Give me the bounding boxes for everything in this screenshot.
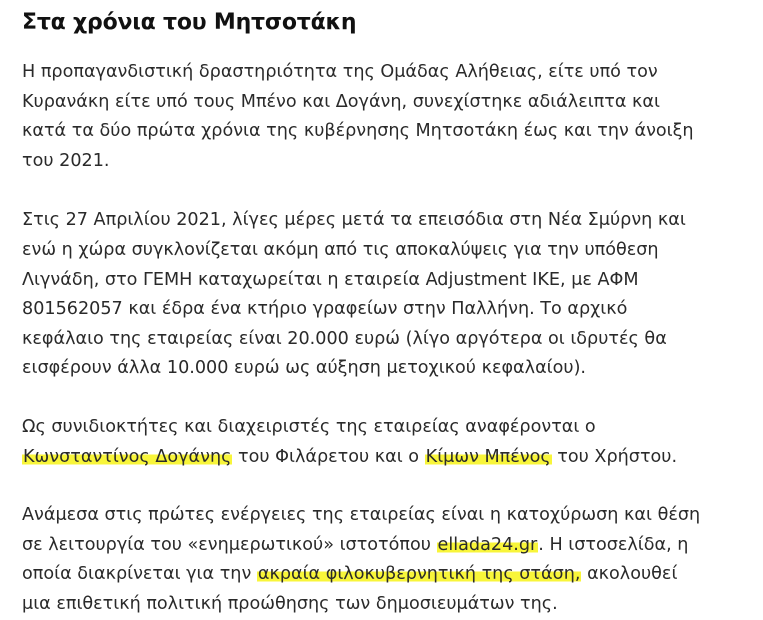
paragraph-4-line: [22, 531, 723, 561]
paragraph-4-line: μια επιθετική πολιτική προώθησης των δημοσιευμάτων της.: [22, 593, 558, 614]
paragraph-1-line: Κυρανάκη είτε υπό τους Μπένο και Δογάνη, συνεχίστηκε αδιάλειπτα και: [22, 91, 660, 112]
paragraph-4-text: σε λειτουργία του «ενημερωτικού» ιστοτόπου: [22, 534, 437, 555]
paragraph-2-line: κεφάλαιο της εταιρείας είναι 20.000 ευρώ (λίγο αργότερα οι ιδρυτές θα: [22, 328, 667, 349]
paragraph-1-line: κατά τα δύο πρώτα χρόνια της κυβέρνησης Μητσοτάκη έως και την άνοιξη: [22, 121, 694, 142]
paragraph-4-line: [22, 560, 723, 590]
paragraph-4-text: . Η ιστοσελίδα, η: [538, 534, 689, 555]
paragraph-1-line: Η προπαγανδιστική δραστηριότητα της Ομάδας Αλήθειας, είτε υπό τον: [22, 62, 658, 82]
paragraph-1-line: του 2021.: [22, 150, 110, 171]
paragraph-4: [22, 501, 723, 619]
paragraph-4-text: ακολουθεί: [581, 564, 678, 585]
paragraph-3-line: [22, 443, 723, 473]
paragraph-2: [22, 206, 723, 384]
paragraph-3: [22, 413, 723, 472]
paragraph-3-line: Ως συνιδιοκτήτες και διαχειριστές της εταιρείας αναφέρονται ο: [22, 416, 596, 437]
paragraph-2-line: Λιγνάδη, στο ΓΕΜΗ καταχωρείται η εταιρεία Adjustment IKE, με ΑΦΜ: [22, 269, 639, 290]
paragraph-2-line: Στις 27 Απριλίου 2021, λίγες μέρες μετά τα επεισόδια στη Νέα Σμύρνη και: [22, 210, 686, 231]
paragraph-2-line: εισφέρουν άλλα 10.000 ευρώ ως αύξηση μετοχικού κεφαλαίου).: [22, 358, 587, 379]
paragraph-4-line: Ανάμεσα στις πρώτες ενέργειες της εταιρείας είναι η κατοχύρωση και θέση: [22, 505, 701, 526]
highlighted-stance: ακραία φιλοκυβερνητική της στάση,: [257, 564, 581, 585]
paragraph-3-text: του Χρήστου.: [551, 446, 678, 467]
highlighted-name-benos: Κίμων Μπένος: [425, 446, 551, 467]
paragraph-3-text: του Φιλάρετου και ο: [232, 446, 425, 467]
highlighted-name-dogannis: Κωνσταντίνος Δογάνης: [23, 446, 232, 467]
paragraph-1: [22, 58, 723, 176]
highlighted-site-name: ellada24.gr: [437, 534, 538, 555]
paragraph-2-line: ενώ η χώρα συγκλονίζεται ακόμη από τις αποκαλύψεις για την υπόθεση: [22, 239, 659, 260]
paragraph-4-text: οποία διακρίνεται για την: [22, 564, 257, 585]
section-heading: Στα χρόνια του Μητσοτάκη: [22, 10, 357, 35]
paragraph-2-line: 801562057 και έδρα ένα κτήριο γραφείων στην Παλλήνη. Το αρχικό: [22, 299, 628, 320]
